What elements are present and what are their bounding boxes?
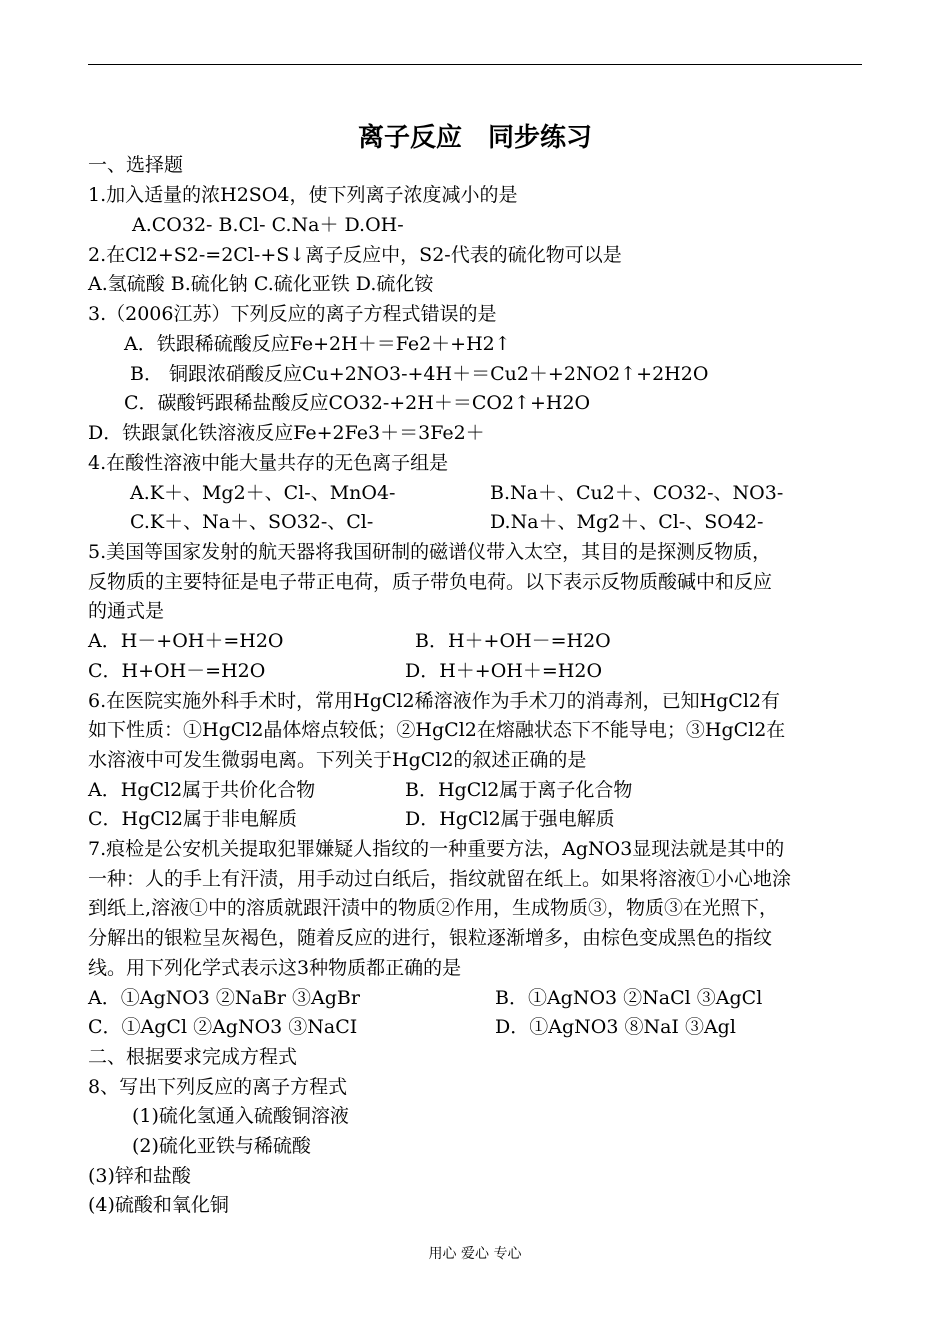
question-4-option-c: C.K＋、Na＋、SO32-、Cl-	[130, 511, 374, 533]
question-4-option-b: B.Na＋、Cu2＋、CO32-、NO3-	[490, 482, 784, 504]
question-7-stem-line-1: 7.痕检是公安机关提取犯罪嫌疑人指纹的一种重要方法，AgNO3显现法就是其中的	[88, 838, 785, 860]
question-5-stem-line-3: 的通式是	[88, 600, 165, 622]
question-3-option-b: B． 铜跟浓硝酸反应Cu+2NO3-+4H＋＝Cu2＋+2NO2↑+2H2O	[130, 363, 709, 385]
question-7-option-c: C．①AgCl ②AgNO3 ③NaCI	[88, 1016, 358, 1038]
question-5-option-a: A．H－+OH＋=H2O	[88, 630, 284, 652]
question-4-option-d: D.Na＋、Mg2＋、Cl-、SO42-	[490, 511, 764, 533]
question-7-option-a: A．①AgNO3 ②NaBr ③AgBr	[88, 987, 360, 1009]
question-1-options: A.CO32- B.Cl- C.Na＋ D.OH-	[132, 214, 404, 236]
question-3-option-a: A．铁跟稀硫酸反应Fe+2H＋＝Fe2＋+H2↑	[124, 333, 511, 355]
question-1-stem: 1.加入适量的浓H2SO4，使下列离子浓度减小的是	[88, 184, 518, 206]
question-6-stem-line-2: 如下性质：①HgCl2晶体熔点较低；②HgCl2在熔融状态下不能导电；③HgCl2在	[88, 719, 786, 741]
question-5-stem-line-2: 反物质的主要特征是电子带正电荷，质子带负电荷。以下表示反物质酸碱中和反应	[88, 571, 773, 593]
question-5-stem-line-1: 5.美国等国家发射的航天器将我国研制的磁谱仪带入太空，其目的是探测反物质，	[88, 541, 772, 563]
question-4-option-a: A.K＋、Mg2＋、Cl-、MnO4-	[130, 482, 396, 504]
page-title: 离子反应 同步练习	[357, 123, 592, 153]
question-7-stem-line-5: 线。用下列化学式表示这3种物质都正确的是	[88, 957, 462, 979]
question-8-item-1: (1)硫化氢通入硫酸铜溶液	[132, 1105, 349, 1127]
question-7-stem-line-2: 一种：人的手上有汗渍，用手动过白纸后，指纹就留在纸上。如果将溶液①小心地涂	[88, 868, 792, 890]
section-heading-choice: 一、选择题	[88, 154, 184, 176]
question-3-stem: 3.（2006江苏）下列反应的离子方程式错误的是	[88, 303, 497, 325]
question-8-stem: 8、写出下列反应的离子方程式	[88, 1076, 348, 1098]
question-7-stem-line-3: 到纸上,溶液①中的溶质就跟汗渍中的物质②作用，生成物质③，物质③在光照下，	[88, 897, 779, 919]
question-6-option-c: C．HgCl2属于非电解质	[88, 808, 297, 830]
question-3-option-c: C．碳酸钙跟稀盐酸反应CO32-+2H＋＝CO2↑+H2O	[124, 392, 591, 414]
question-5-option-c: C．H+OH－=H2O	[88, 660, 266, 682]
question-6-option-a: A．HgCl2属于共价化合物	[88, 779, 316, 801]
question-5-option-d: D．H＋+OH＋=H2O	[405, 660, 603, 682]
question-6-stem-line-3: 水溶液中可发生微弱电离。下列关于HgCl2的叙述正确的是	[88, 749, 587, 771]
question-6-option-b: B．HgCl2属于离子化合物	[405, 779, 633, 801]
section-heading-equations: 二、根据要求完成方程式	[88, 1046, 298, 1068]
question-5-option-b: B．H＋+OH－=H2O	[415, 630, 611, 652]
question-8-item-4: (4)硫酸和氧化铜	[88, 1194, 229, 1216]
question-8-item-2: (2)硫化亚铁与稀硫酸	[132, 1135, 311, 1157]
header-rule	[88, 64, 862, 65]
question-7-option-b: B．①AgNO3 ②NaCl ③AgCl	[495, 987, 763, 1009]
question-2-stem: 2.在Cl2+S2-=2Cl-+S↓离子反应中，S2-代表的硫化物可以是	[88, 244, 622, 266]
question-2-options: A.氢硫酸 B.硫化钠 C.硫化亚铁 D.硫化铵	[88, 273, 434, 295]
question-3-option-d: D．铁跟氯化铁溶液反应Fe+2Fe3＋＝3Fe2＋	[88, 422, 485, 444]
question-4-stem: 4.在酸性溶液中能大量共存的无色离子组是	[88, 452, 449, 474]
question-7-option-d: D．①AgNO3 ⑧NaI ③Agl	[495, 1016, 736, 1038]
page-footer: 用心 爱心 专心	[428, 1246, 522, 1262]
question-6-option-d: D．HgCl2属于强电解质	[405, 808, 615, 830]
question-6-stem-line-1: 6.在医院实施外科手术时，常用HgCl2稀溶液作为手术刀的消毒剂，已知HgCl2有	[88, 690, 780, 712]
question-7-stem-line-4: 分解出的银粒呈灰褐色，随着反应的进行，银粒逐渐增多，由棕色变成黑色的指纹	[88, 927, 773, 949]
question-8-item-3: (3)锌和盐酸	[88, 1165, 191, 1187]
